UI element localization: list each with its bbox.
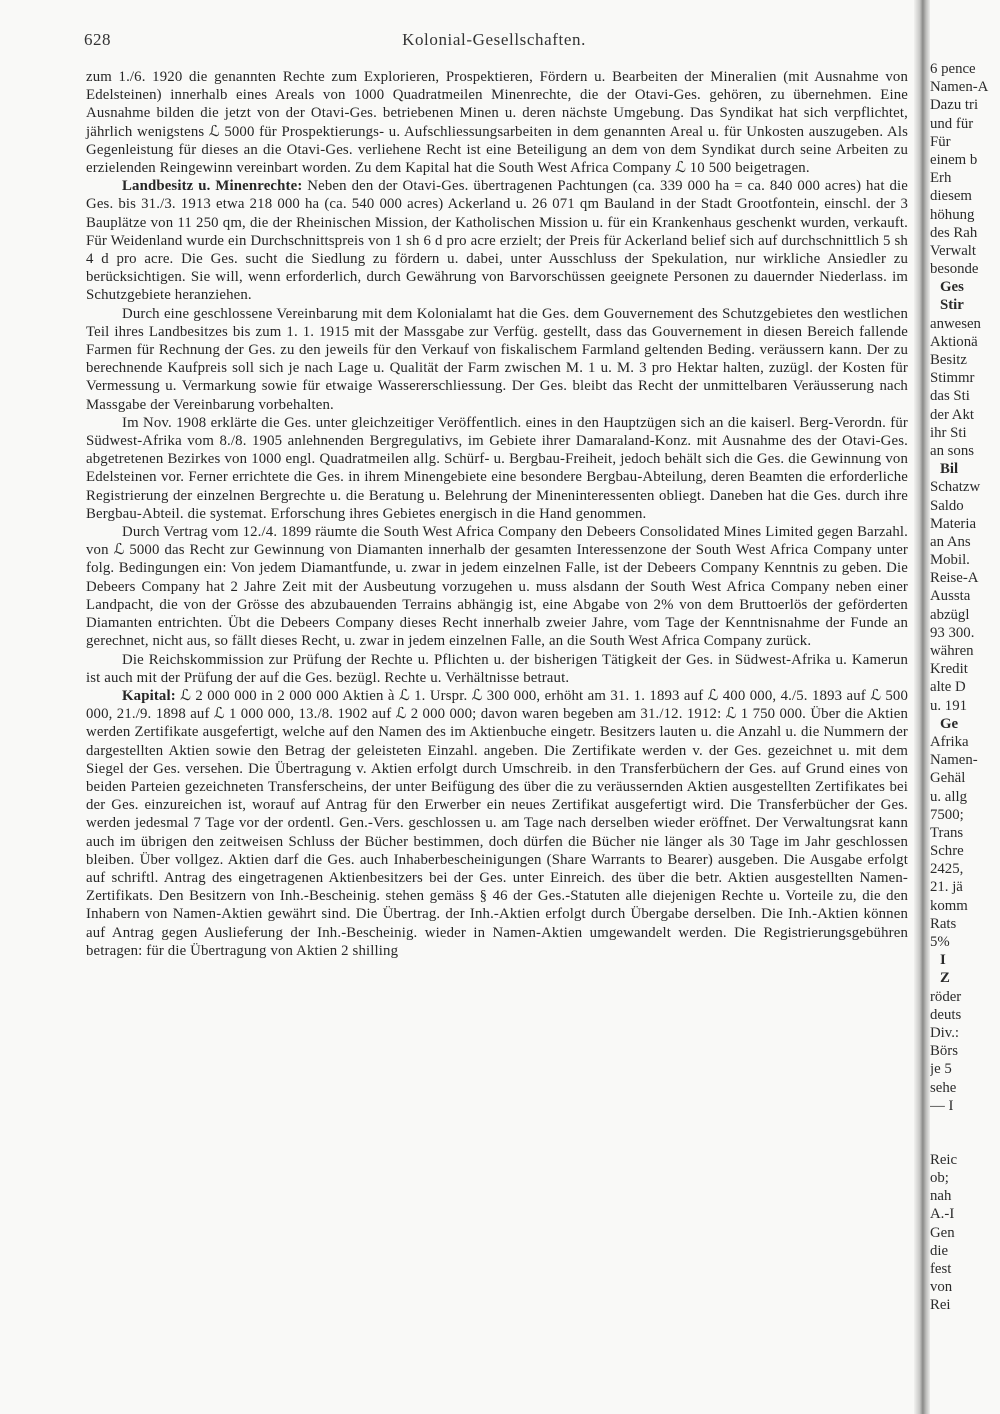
- section-heading: Kapital:: [122, 687, 176, 704]
- page-header: [84, 30, 904, 52]
- paragraph-text: Die Reichskommission zur Prüfung der Rechte u. Pflichten u. der bisherigen Tätigkeit der Ges. in Südwest-Afrika u. Kamerun ist auch mit der Prüfung der auf die Ges. bezügl. Rechte u. Verhältnisse betraut.: [86, 651, 908, 686]
- fragment-line: einem b: [930, 151, 978, 168]
- fragment-line: Div.:: [930, 1024, 960, 1041]
- fragment-line: Erh: [930, 170, 952, 187]
- fragment-line: und für: [930, 115, 974, 132]
- fragment-line: sehe: [930, 1079, 957, 1096]
- fragment-line: fest: [930, 1261, 952, 1277]
- fragment-line: Verwalt: [930, 242, 977, 259]
- body-paragraph: [86, 68, 908, 177]
- paragraph-text: zum 1./6. 1920 die genannten Rechte zum Explorieren, Prospektieren, Fördern u. Bearbeiten der Mineralien (mit Ausnahme von Edelsteinen) innerhalb eines Areals von 1000 Quadratmeilen Minenrechte, die der Otavi-Ges. gehören, zu übernehmen. Eine Ausnahme bilden die jetzt von der Otavi-Ges. betriebenen Minen u. deren nächste Umgebung. Das Syndikat hat sich verpflichtet, jährlich wenigstens ℒ 5000 für Prospektierungs- u. Aufschliessungsarbeiten in dem genannten Areal u. für Unkosten auszugeben. Als Gegenleistung für dieses an die Otavi-Ges. verliehene Recht ist eine Beteiligung an dem von dem Syndikat durch seine Arbeiten zu erzielenden Reingewinn vereinbart worden. Zu dem Kapital hat die South West Africa Company ℒ 10 500 beigetragen.: [86, 69, 908, 177]
- fragment-line: deuts: [930, 1006, 962, 1023]
- fragment-line: des Rah: [930, 224, 978, 241]
- fragment-line: Trans: [930, 824, 964, 841]
- section-heading: Landbesitz u. Minenrechte:: [122, 178, 303, 195]
- fragment-line: Bil: [940, 461, 959, 478]
- fragment-line: währen: [930, 643, 974, 659]
- book-gutter: [914, 0, 930, 1414]
- fragment-line: Stir: [940, 297, 964, 314]
- fragment-line: röder: [930, 988, 962, 1005]
- fragment-line: Z: [940, 970, 950, 987]
- fragment-line: u. allg: [930, 788, 967, 805]
- fragment-line: 21. jä: [930, 879, 963, 896]
- page-number: 628: [84, 30, 111, 49]
- fragment-line: je 5: [930, 1061, 952, 1078]
- fragment-line: Mobil.: [930, 552, 970, 569]
- fragment-line: diesem: [930, 188, 972, 205]
- fragment-line: Namen-: [930, 752, 978, 769]
- body-paragraph: [86, 523, 908, 650]
- fragment-line: Namen-A: [930, 79, 989, 96]
- fragment-line: von: [930, 1279, 953, 1296]
- fragment-line: die: [930, 1242, 949, 1259]
- fragment-line: A.-I: [930, 1206, 955, 1223]
- fragment-line: Ge: [940, 715, 959, 732]
- fragment-line: anwesen: [930, 315, 981, 332]
- fragment-line: an sons: [930, 442, 974, 459]
- paragraph-text: Durch eine geschlossene Vereinbarung mit dem Kolonialamt hat die Ges. dem Gouvernement des Schutzgebietes den westlichen Teil ihres Landbesitzes bis zum 1. 1. 1915 mit der Massgabe zur Verfüg. gestellt, dass das Gouvernement in diesen Bereich fallende Farmen für Rechnung der Ges. zu den jeweils für den Verkauf von fiskalischem Farmland geltenden Beding. veräussern kann. Der zu berechnende Kaufpreis soll sich je nach Lage u. Qualität der Farm zwischen M. 1 u. M. 3 pro Hektar halten, zuzügl. der Kosten für Vermessung u. Vermarkung sowie für etwaige Wassererschliessung. Der Ges. bleibt das Recht der unmittelbaren Veräusserung nach Massgabe der Vereinbarung vorbehalten.: [86, 305, 908, 413]
- fragment-line: Afrika: [930, 733, 969, 750]
- body-paragraph: [86, 414, 908, 523]
- fragment-line: komm: [930, 897, 968, 914]
- fragment-line: Für: [930, 133, 951, 150]
- fragment-line: der Akt: [930, 406, 974, 423]
- fragment-line: Börs: [930, 1043, 958, 1060]
- fragment-line: Gen: [930, 1224, 955, 1241]
- fragment-line: Reic: [930, 1151, 958, 1168]
- fragment-line: an Ans: [930, 533, 971, 550]
- fragment-line: Rats: [930, 915, 957, 932]
- fragment-line: Aktionä: [930, 333, 978, 350]
- section-paragraph: [86, 687, 908, 960]
- fragment-line: alte D: [930, 679, 966, 696]
- adjacent-page-fragment: [930, 60, 1000, 1414]
- running-title: Kolonial-Gesellschaften.: [402, 30, 586, 49]
- fragment-line: 5%: [930, 934, 950, 950]
- fragment-line: — I: [930, 1097, 954, 1114]
- fragment-line: Rei: [930, 1297, 951, 1314]
- fragment-line: Schre: [930, 843, 964, 860]
- fragment-line: Ges: [940, 279, 964, 296]
- fragment-line: Materia: [930, 515, 977, 532]
- fragment-line: ob;: [930, 1170, 949, 1187]
- main-text-column: [86, 68, 908, 960]
- paragraph-text: Im Nov. 1908 erklärte die Ges. unter gleichzeitiger Veröffentlich. eines in den Hauptzügen sich an die kaiserl. Berg-Verordn. für Südwest-Afrika vom 8./8. 1905 anlehnenden Bergregulativs, im Gebiete ihrer Damaraland-Konz. mit Ausnahme des der Otavi-Ges. abgetretenen Bezirkes von 1000 engl. Quadratmeilen allg. Schürf- u. Bergbau-Freiheit, jedoch behält sich die Ges. die Gewinnung von Edelsteinen vor. Ferner errichtete die Ges. in ihrem Minengebiete eine besondere Bergbau-Abteilung, deren Beamten die erforderliche Registrierung der einzelnen Bergrechte u. die Beratung u. Belehrung der Mineninteressenten obliegt. Daneben hat die Ges. durch ihre Bergbau-Abteil. die systemat. Erforschung ihres Gebietes energisch in die Hand genommen.: [86, 414, 908, 522]
- fragment-line: besonde: [930, 261, 979, 278]
- body-paragraph: [86, 651, 908, 687]
- fragment-line: 93 300.: [930, 624, 975, 641]
- fragment-line: Stimmr: [930, 370, 975, 387]
- fragment-line: Dazu tri: [930, 97, 979, 114]
- fragment-line: nah: [930, 1188, 952, 1205]
- fragment-line: Schatzw: [930, 479, 981, 496]
- fragment-line: ihr Sti: [930, 424, 967, 441]
- section-paragraph: [86, 177, 908, 304]
- fragment-gap: [930, 1115, 1000, 1151]
- fragment-line: Gehäl: [930, 770, 966, 787]
- fragment-line: höhung: [930, 206, 975, 223]
- fragment-line: das Sti: [930, 388, 970, 405]
- fragment-line: abzügl: [930, 606, 970, 623]
- fragment-line: u. 191: [930, 697, 967, 714]
- paragraph-text: Durch Vertrag vom 12./4. 1899 räumte die South West Africa Company den Debeers Consolidated Mines Limited gegen Barzahl. von ℒ 5000 das Recht zur Gewinnung von Diamanten innerhalb der gesamten Interessenzone der South West Africa Company unter folg. Bedingungen ein: Von jedem Diamantfunde, u. zwar in jedem einzelnen Falle, ist der Debeers Company Kenntnis zu geben. Die Debeers Company hat 2 Jahre Zeit mit der Ausbeutung vorzugehen u. muss alsdann der South West Africa Company neben einer Landpacht, die von der Grösse des abzubauenden Terrains abhängig ist, eine Abgabe von 2% von dem Bruttoerlös der geförderten Diamanten entrichten. Übt die Debeers Company dieses Recht innerhalb zweier Jahre, vom Tage der Kenntnisnahme der Funde an gerechnet, nicht aus, so fällt dieses Recht, u. zwar in jedem einzelnen Falle, an die South West Africa Company zurück.: [86, 524, 908, 650]
- paragraph-text: Neben den der Otavi-Ges. übertragenen Pachtungen (ca. 339 000 ha = ca. 840 000 acres) hat die Ges. bis 31./3. 1913 etwa 218 000 ha (ca. 540 000 acres) Ackerland u. 26 071 qm Bauland in der Stadt Grootfontein, einschl. der 3 Bauplätze von 11 250 qm, die der Rheinischen Mission, der Katholischen Mission u. für ein Krankenhaus geschenkt wurden, verkauft. Für Weidenland wurde ein Durchschnittspreis von 1 sh 6 d pro acre erzielt; der Preis für Ackerland belief sich auf durchschnittlich 5 sh 4 d pro acre. Die Ges. sucht die Siedlung zu fördern u. dabei, unter Ausschluss der Spekulation, nur wirkliche Ansiedler zu berücksichtigen. Sie will, wenn erforderlich, durch Gewährung von Barvorschüssen geeignete Personen zu dauernder Niederlass. im Schutzgebiete heranziehen.: [86, 178, 908, 304]
- fragment-line: 7500;: [930, 806, 964, 823]
- paragraph-text: ℒ 2 000 000 in 2 000 000 Aktien à ℒ 1. Urspr. ℒ 300 000, erhöht am 31. 1. 1893 auf ℒ 400 000, 4./5. 1893 auf ℒ 500 000, 21./9. 1898 auf ℒ 1 000 000, 13./8. 1902 auf ℒ 2 000 000; davon waren begeben am 31./12. 1912: ℒ 1 750 000. Über die Aktien werden Zertifikate ausgefertigt, welche auf den Namen des im Aktienbuche eingetr. Besitzers lauten u. die Anzahl u. die Nummern der dargestellten Aktien sowie den Betrag der geleisteten Einzahl. angeben. Die Zertifikate werden v. der Ges. gezeichnet u. mit dem Siegel der Ges. versehen. Die Übertragung v. Aktien erfolgt durch Umschreib. in den Transferbüchern der Ges. auf Grund eines von beiden Parteien gezeichneten Transferscheins, der unter Beifügung des über die zu veräussernden Aktien ausgestellten Zertifikates bei der Ges. einzureichen ist, worauf auf Antrag für den Erwerber ein neues Zertifikat ausgefertigt wird. Die Transferbücher der Ges. werden jedesmal 7 Tage vor der ordentl. Gen.-Vers. geschlossen u. am Tage nach derselben wieder eröffnet. Der Verwaltungsrat kann auch im übrigen den zeitweisen Schluss der Bücher bestimmen, doch dürfen die Bücher nie länger als 30 Tage im Jahr geschlossen bleiben. Über vollgez. Aktien darf die Ges. auch Inhaberbescheinigungen (Share Warrants to Bearer) ausgeben. Die Ausgabe erfolgt auf schriftl. Antrag des eingetragenen Aktienbesitzers bei der Ges. unter Einreich. des über die betr. Aktien ausgestellten Namen-Zertifikats. Den Besitzern von Inh.-Bescheinig. stehen gemäss § 46 der Ges.-Statuten alle diejenigen Rechte u. Vorteile zu, die den Inhabern von Namen-Aktien gewährt sind. Die Übertrag. der Inh.-Aktien erfolgt durch Übergabe derselben. Die Inh.-Aktien können auf Antrag gegen Auslieferung der Inh.-Bescheinig. wieder in Namen-Aktien umgewandelt werden. Die Registrierungsgebühren betragen: für die Übertragung von Aktien 2 shilling: [86, 687, 908, 959]
- fragment-line: 6 pence: [930, 61, 976, 77]
- fragment-line: 2425,: [930, 861, 964, 878]
- body-paragraph: [86, 305, 908, 414]
- fragment-line: Reise-A: [930, 570, 979, 587]
- fragment-line: Aussta: [930, 588, 971, 605]
- fragment-line: Saldo: [930, 497, 964, 514]
- fragment-line: Besitz: [930, 352, 967, 368]
- fragment-line: I: [940, 952, 946, 969]
- fragment-line: Kredit: [930, 661, 968, 678]
